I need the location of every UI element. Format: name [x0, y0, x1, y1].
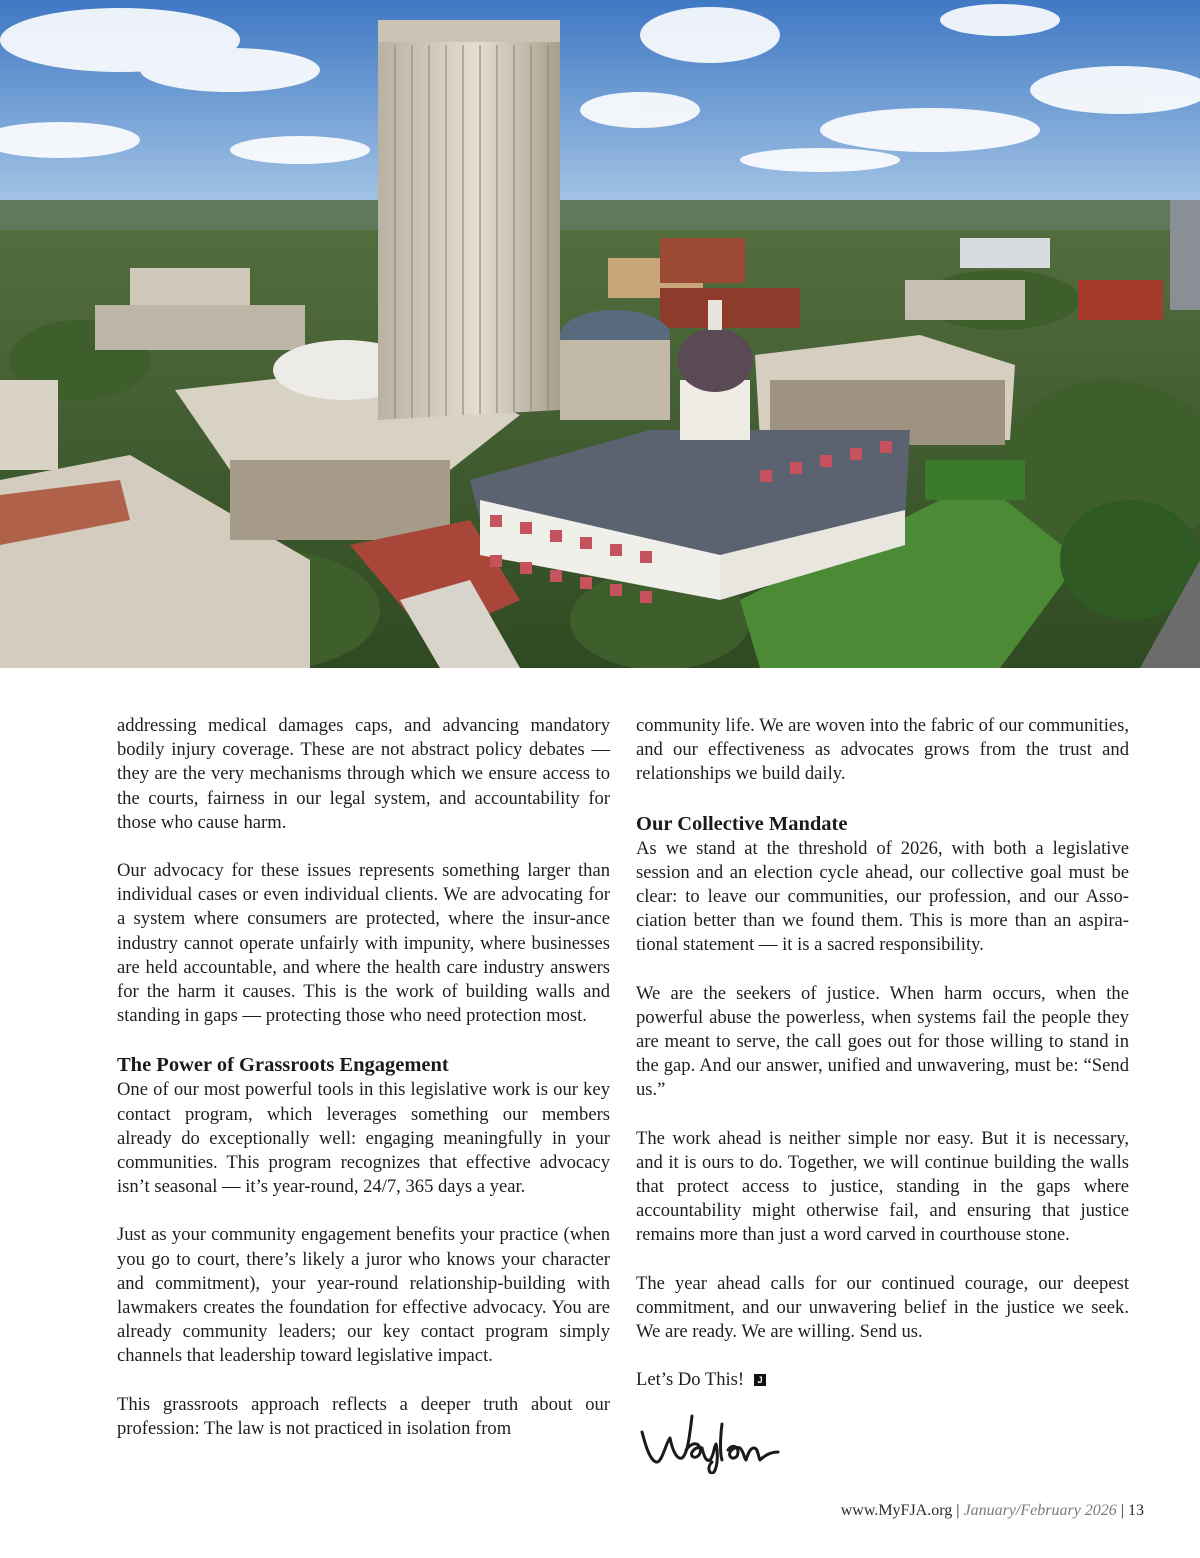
capitol-aerial-illustration: [0, 0, 1200, 668]
left-paragraph-5: This grassroots approach reflects a deeper truth about our profession: The law is not practiced in isolation from: [117, 1393, 610, 1439]
section-heading-grassroots: The Power of Grassroots Engagement: [117, 1054, 449, 1077]
hero-photo: [0, 0, 1200, 668]
right-paragraph-2: As we stand at the threshold of 2026, with both a legislative session and an election cycle ahead, our collective goal must be clear: to leave our communities, our profession, and our Asso-ciation better than we found them. This is more than an aspira-tional statement — it is a sacred responsibility.: [636, 837, 1129, 956]
right-paragraph-5: The year ahead calls for our continued courage, our deepest commitment, and our unwavering belief in the justice we seek. We are ready. We are willing. Send us.: [636, 1272, 1129, 1343]
signoff-text: Let’s Do This!: [636, 1369, 745, 1391]
footer-site: www.MyFJA.org: [840, 1502, 953, 1519]
signoff-line: [636, 1368, 1129, 1392]
left-paragraph-1: addressing medical damages caps, and advancing mandatory bodily injury coverage. These are not abstract policy debates — they are the very mechanisms through which we ensure access to the courts, fairness in our legal system, and accountability for those who cause harm.: [117, 715, 610, 833]
left-paragraph-2: Our advocacy for these issues represents something larger than individual cases or even individual clients. We are advocating for a system where consumers are protected, where the insur-ance industry cannot operate unfairly with impunity, where businesses are held accountable, and where the health care industry answers for the harm it causes. This is the work of building walls and standing in gaps — protecting those who need protection most.: [117, 860, 610, 1027]
right-paragraph-4: The work ahead is neither simple nor easy. But it is necessary, and it is ours to do. Together, we will continue building the walls that protect access to justice, standing in the gaps where accountability might otherwise fail, and ensuring that justice remains more than just a word carved in courthouse stone.: [636, 1127, 1129, 1246]
end-mark-icon: J: [754, 1374, 766, 1386]
page-number: 13: [1128, 1502, 1144, 1519]
signature-image: [636, 1402, 786, 1474]
footer-issue: January/February 2026: [963, 1502, 1117, 1519]
left-paragraph-3: One of our most powerful tools in this legislative work is our key contact program, which leverages something our members already do exceptionally well: engaging meaningfully in your communities. This program recognizes that effective advocacy isn’t seasonal — it’s year-round, 24/7, 365 days a year.: [117, 1079, 610, 1198]
footer-separator-2: |: [1120, 1502, 1124, 1519]
left-column: [117, 714, 610, 1465]
right-column: [636, 714, 1129, 1482]
left-paragraph-4: Just as your community engagement benefits your practice (when you go to court, there’s likely a juror who knows your character and commitment), your year-round relationship-building with lawmakers creates the foundation for effective advocacy. You are already community leaders; our key contact program simply channels that leadership toward legislative impact.: [117, 1224, 610, 1367]
page-footer: [841, 1502, 1144, 1520]
section-heading-mandate: Our Collective Mandate: [636, 812, 848, 835]
right-paragraph-1: community life. We are woven into the fabric of our communities, and our effectiveness as advocates grows from the trust and relationships we build daily.: [636, 715, 1129, 785]
footer-separator: |: [956, 1502, 960, 1519]
right-paragraph-3: We are the seekers of justice. When harm occurs, when the powerful abuse the powerless, when systems fail the people they are meant to serve, the call goes out for those willing to stand in the gap. And our answer, unified and unwavering, must be: “Send us.”: [636, 982, 1129, 1101]
